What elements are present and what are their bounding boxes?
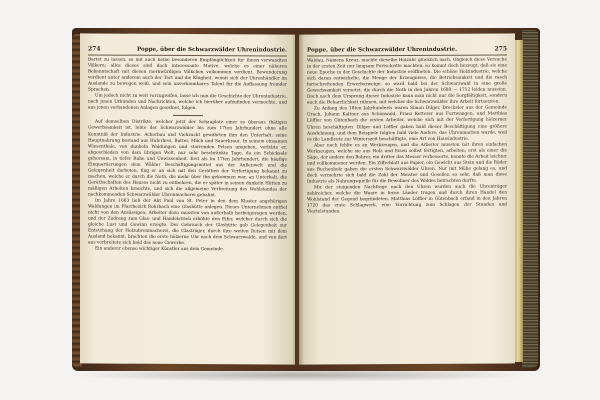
- right-paragraph: Aber noch fehlte es an Werkzeugen, und die Arbeiter mussten mit ihren einfachen Werkzeugen, welche sie aus Holz und Eisen selbst fertigten, arbeiten; erst als einer die Säge, der andere den Bohrer, ein dritter das Messer verbesserte, konnte die Arbeit leichter und vollkommener werden. Ein Zifferblatt aus Papier, ein Gewicht aus Stein und die Räder aus Buchenholz gaben die ersten Schwarzwälder Uhren. Nur mit Mühe gelang es, und doch vermehrte sich bald die Zahl der Meister und Gesellen so sehr, daß man diese Industrie als Nahrungsquelle für die Bewohner des Waldes betrachten durfte.: [307, 142, 507, 185]
- left-page-header: [88, 45, 287, 56]
- right-page-number: 275: [494, 45, 507, 53]
- left-paragraph: Im Jahre 1683 ließ der Abt Paul von St. Peter in den dem Kloster angehörigen Waldungen im Pfarrbezirk Rohrbach eine Glashütte anlegen. Dieses Unternehmen entfiel nicht von den Ansässigen; Arbeiter dazu mussten von außerhalb herbeigezogen werden, und der Zudrang zum Glas- und Handelstrieb erhöhte den Eifer, welcher durch sich die gleiche Lust und Gewinn erregte. Der Gebrauch der Glashütte gab Gelegenheit zur Entstehung der Holzuhrenmacherei, die Glasträger, durch ihre weiten Reisen mit dem Ausland bekannt, brachten die erste hölzerne Uhr nach dem Schwarzwalde, und von dort aus verbreitete sich bald das neue Gewerbe.: [88, 198, 287, 247]
- left-page-number: 274: [88, 45, 101, 53]
- left-paragraph: Um jedoch nicht zu weit vorzugreifen, lasse ich nun die Geschichte der Uhrenindustrie, nach jenen Urkunden und Nachrichten, welche ich hierüber aufzufinden vermochte, und aus jenen vorhandenen Anlagen geordnet, folgen.: [88, 93, 287, 112]
- right-page-header: [307, 45, 507, 56]
- right-page: [299, 33, 515, 364]
- left-running-head: Poppe, über die Schwarzwälder Uhrenindustrie.: [136, 46, 287, 54]
- right-running-head: Poppe, über die Schwarzwälder Uhrenindustrie.: [307, 46, 458, 54]
- left-page-body: [88, 57, 287, 356]
- left-paragraph: Bartet zu lassen, so mit auch keine besonderen Empfänglichkeit für Ihnen verwandten Völkern; alles dieses sind doch interessante Motive, welche es einer näheren Bekanntschaft mit diesen merkwürdigen Völkchen volkommen verdient. Bewunderung verdient unter anderem auch der Tact und die Klugheit, womit sich der Uhrenhändler im Auslande zu bewegen weiß, und sein unverkennbares Talent für die Auffassung fremder Sprachen.: [88, 57, 287, 93]
- section-divider: [173, 115, 203, 116]
- right-paragraph: Waldau, Namens Kreuz, machte dieselbe Holzuhr glücklich nach. Obgleich diese Versuche in der ersten Zeit nur langsam Fortschritte machten, so kommt doch bezeugt, daß sie eine neue Epoche in der Geschichte der Industrie eröffneten. Die schöne Holzindustrie, welche sich daran entwickelte, die Menge der Erzeugnisse, die Betriebsamkeit und die rasch fortschreitenden Erwerbszweige, so ward bald bei der Schwarzwald in eine große Gewerbsamkeit versetzt, die durch die Noth in den Jahren 1680 — 1712 leiden mussten. Doch noch dem Ursprung dieser Industrie kann man nicht nur die Sorgfältigkeit, sondern auch die Beharrlichkeit rühmen, mit welcher die Schwarzwälder ihre Arbeit fortsetzten.: [307, 57, 507, 106]
- left-paragraph: Auf demselben Distrikte, welcher jetzt der Schauplatz einer so überaus thätigen Gewerbsamkeit ist, lebte der Schwarzwälder bis zum 17ten Jahrhundert ohne alle Kenntniß der Industrie. Ackerbau und Viehzucht gewährten ihm den Unterhalt; seine Hauptnahrung bestand aus Haferbrei, Butter, Milch und Sauerkraut. In seinem einsamen Wiesenthale, von dunkeln Waldungen und starrenden Felsen umgeben, verlebte er, abgeschieden von dem übrigen Welt, nur sehr beschränkte Tage, da ein Schicksale gehorsam, in tiefer Ruhe und Unwissenheit. Erst als im 17ten Jahrhundert, die häufige Einquartierungen dem Wälder Beschäftigungsmittel aus der Außenwelt und die Gelegenheit darboten, fing er an sich mit den Geräthen der Verfertigung bekannt zu machen, welche er durch die Noth, die mehr über ihn gekommen war, an Unterhalt, die Geräthschaften des Hauses nicht zu entbehren, die er später in seinen dunkeln Hütten zu mäßigen Arbeiten brauchte, und sich die allgemeine Verbreitung des Wohlstandes der nachkommenden Schwarzwälder Uhrenmacherei gebahnt.: [88, 119, 287, 199]
- right-paragraph: Mit der steigenden Nachfrage nach den Uhren wurden auch die Uhrenträger zahlreicher, welche die Waare in ferne Länder trugen und durch ihren Handel den Wohlstand der Gegend begründeten. Matthias Löffler in Gütenbach erfand in den Jahren 1720 das erste Schlagwerk, eine Vorrichtung zum Schlagen der Stunden und Viertelstunden.: [307, 184, 507, 215]
- left-page: [80, 33, 295, 364]
- cover-marbled-edge-right: [522, 30, 538, 368]
- book-gutter: [292, 34, 304, 366]
- left-paragraph: Ein anderer ebenso wichtiger Künstler aus dem Gemeinde.: [95, 246, 225, 253]
- right-paragraph: Zu Anfang des 18ten Jahrhunderts waren Simon Dilger, Drechsler aus der Gemeinde Urach, Johann Kaltner aus Schönwald, Franz Ketterer aus Furtwangen, und Matthias Löffler von Gütenbach die ersten Arbeiter, welche sich mit der Verfertigung hölzerner Uhren beschäftigten. Dilger und Löffler gaben bald dieser Beschäftigung eine größere Ausdehnung, und dem Beispiele folgten bald viele Andere; das Uhrenmachen wurde, weil es die Landleute zur Winterszeit beschäftigte, eine Art von Hausindustrie.: [307, 105, 507, 143]
- right-page-body: [307, 57, 507, 356]
